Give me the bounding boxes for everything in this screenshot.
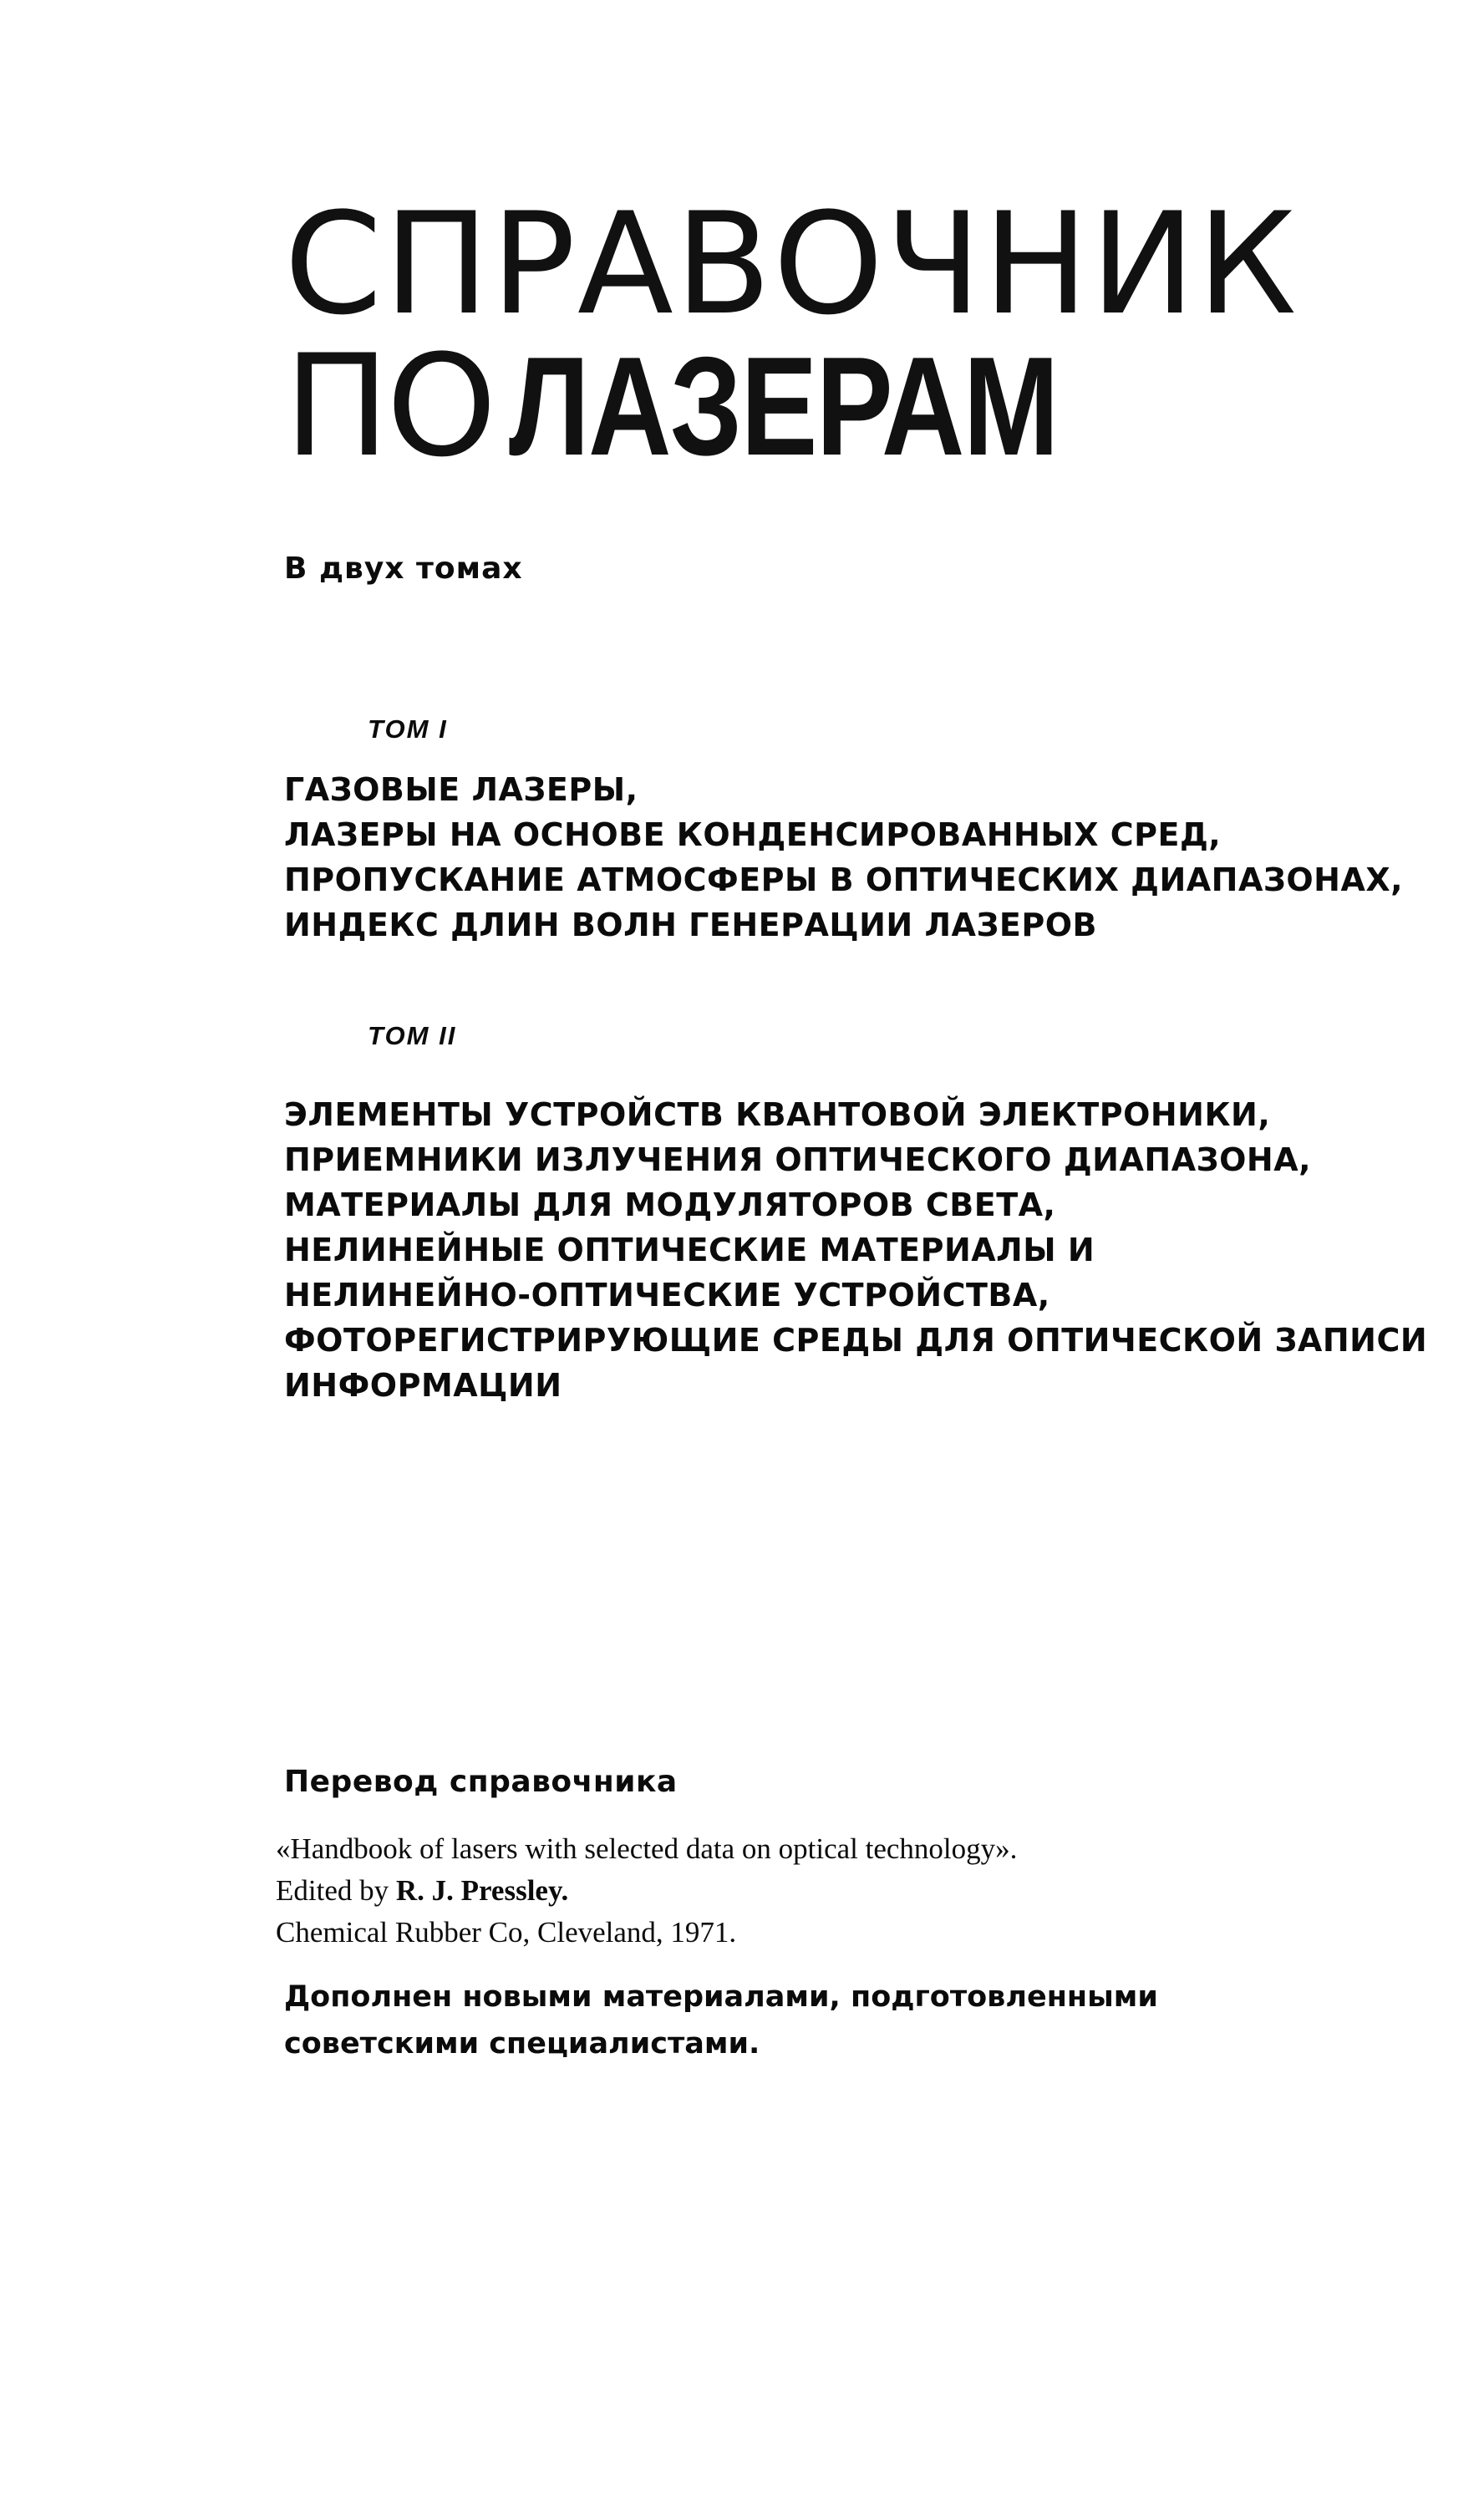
volumes-subtitle: В двух томах: [284, 551, 523, 586]
editor-name: R. J. Pressley.: [395, 1874, 569, 1907]
volume-1-item: ГАЗОВЫЕ ЛАЗЕРЫ,: [284, 771, 638, 808]
volume-1-item: ЛАЗЕРЫ НА ОСНОВЕ КОНДЕНСИРОВАННЫХ СРЕД,: [284, 816, 1222, 853]
volume-2-item: МАТЕРИАЛЫ ДЛЯ МОДУЛЯТОРОВ СВЕТА,: [284, 1187, 1056, 1223]
editor-prefix: Edited by: [276, 1874, 389, 1907]
volume-2-item: ПРИЕМНИКИ ИЗЛУЧЕНИЯ ОПТИЧЕСКОГО ДИАПАЗОНА,: [284, 1141, 1312, 1178]
book-title-prefix: ПО: [284, 324, 494, 488]
translation-heading: Перевод справочника: [284, 1765, 678, 1799]
volume-2-item: ИНФОРМАЦИИ: [284, 1367, 562, 1404]
source-publisher: Chemical Rubber Co, Cleveland, 1971.: [276, 1916, 737, 1949]
volume-2-item: ЭЛЕМЕНТЫ УСТРОЙСТВ КВАНТОВОЙ ЭЛЕКТРОНИКИ,: [284, 1096, 1271, 1133]
source-title: «Handbook of lasers with selected data on optical technology».: [276, 1832, 1018, 1865]
volume-2-item: ФОТОРЕГИСТРИРУЮЩИЕ СРЕДЫ ДЛЯ ОПТИЧЕСКОЙ ЗАПИСИ: [284, 1322, 1428, 1359]
volume-1-item: ПРОПУСКАНИЕ АТМОСФЕРЫ В ОПТИЧЕСКИХ ДИАПАЗОНАХ,: [284, 861, 1404, 898]
volume-1-label: ТОМ I: [368, 714, 448, 744]
supplement-line-2: советскими специалистами.: [284, 2027, 760, 2061]
supplement-note: [284, 1974, 1158, 2067]
volume-2-contents: [284, 1092, 1427, 1408]
source-citation: [276, 1828, 1017, 1954]
supplement-line-1: Дополнен новыми материалами, подготовленными: [284, 1980, 1158, 2014]
book-title-emphasis: ЛАЗЕРАМ: [508, 328, 1058, 485]
volume-1-contents: [284, 767, 1403, 948]
source-editor: [276, 1870, 1017, 1912]
book-title-line-2: [284, 324, 1178, 488]
book-title-line-1: СПРАВОЧНИК: [284, 182, 1298, 346]
volume-2-item: НЕЛИНЕЙНО-ОПТИЧЕСКИЕ УСТРОЙСТВА,: [284, 1277, 1050, 1314]
volume-1-item: ИНДЕКС ДЛИН ВОЛН ГЕНЕРАЦИИ ЛАЗЕРОВ: [284, 907, 1098, 943]
volume-2-label: ТОМ II: [368, 1021, 457, 1050]
volume-2-item: НЕЛИНЕЙНЫЕ ОПТИЧЕСКИЕ МАТЕРИАЛЫ И: [284, 1232, 1095, 1268]
